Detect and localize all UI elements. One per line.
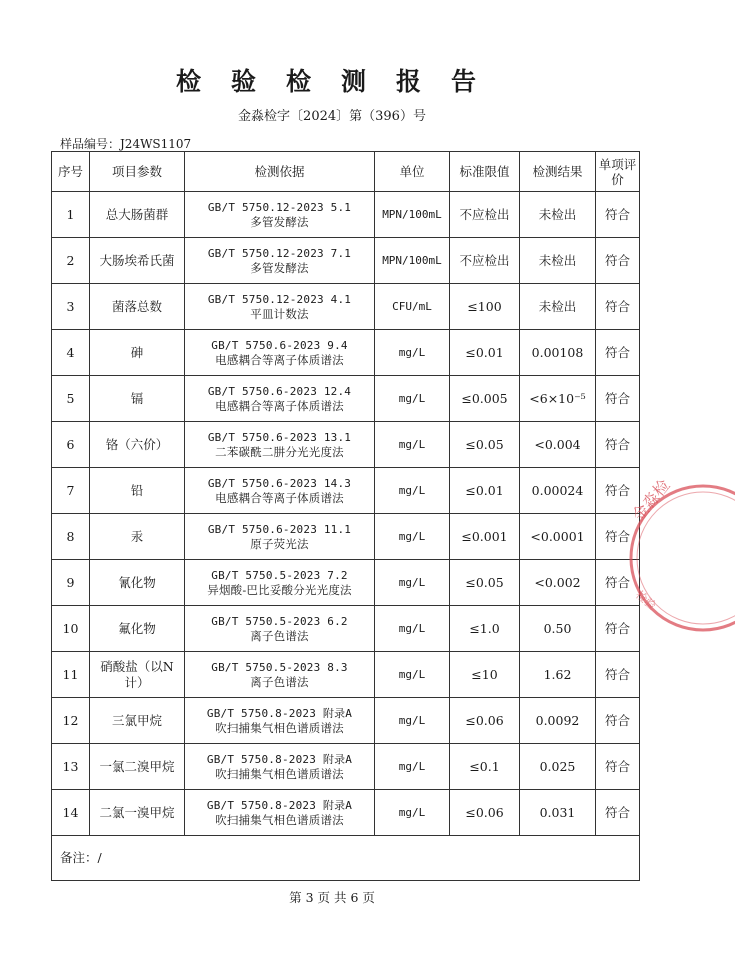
row-basis — [185, 560, 375, 606]
row-number: 11 — [52, 652, 90, 698]
row-limit: ≤0.06 — [450, 790, 520, 836]
header-item: 项目参数 — [90, 152, 185, 192]
table-row — [52, 698, 640, 744]
basis-standard: GB/T 5750.8-2023 附录A — [206, 798, 353, 812]
basis-standard: GB/T 5750.5-2023 7.2 — [211, 568, 348, 582]
table-row — [52, 468, 640, 514]
basis-method: 原子荧光法 — [250, 536, 309, 551]
row-item: 铅 — [90, 468, 185, 514]
row-result: 未检出 — [520, 284, 596, 330]
row-result: 0.031 — [520, 790, 596, 836]
row-unit: CFU/mL — [375, 284, 450, 330]
row-limit: ≤0.06 — [450, 698, 520, 744]
row-basis — [185, 376, 375, 422]
table-row — [52, 652, 640, 698]
row-number: 2 — [52, 238, 90, 284]
row-basis — [185, 468, 375, 514]
basis-method: 多管发酵法 — [250, 214, 309, 229]
row-number: 9 — [52, 560, 90, 606]
row-item: 镉 — [90, 376, 185, 422]
row-basis — [185, 238, 375, 284]
row-basis — [185, 330, 375, 376]
row-result: 0.025 — [520, 744, 596, 790]
report-title: 检验检测报告 — [175, 67, 506, 96]
row-evaluation: 符合 — [596, 376, 640, 422]
row-evaluation: 符合 — [596, 652, 640, 698]
basis-standard: GB/T 5750.5-2023 8.3 — [211, 660, 348, 674]
row-item: 砷 — [90, 330, 185, 376]
table-row — [52, 560, 640, 606]
table-row — [52, 238, 640, 284]
row-item: 总大肠菌群 — [90, 192, 185, 238]
row-unit: mg/L — [375, 606, 450, 652]
row-number: 7 — [52, 468, 90, 514]
row-basis — [185, 790, 375, 836]
header-eval: 单项评价 — [596, 152, 640, 192]
row-item: 一氯二溴甲烷 — [90, 744, 185, 790]
row-number: 8 — [52, 514, 90, 560]
row-basis — [185, 284, 375, 330]
table-row — [52, 422, 640, 468]
header-basis: 检测依据 — [185, 152, 375, 192]
row-item: 三氯甲烷 — [90, 698, 185, 744]
row-result: 未检出 — [520, 238, 596, 284]
row-basis — [185, 514, 375, 560]
row-limit: ≤10 — [450, 652, 520, 698]
row-unit: mg/L — [375, 560, 450, 606]
row-limit: ≤100 — [450, 284, 520, 330]
basis-method: 多管发酵法 — [250, 260, 309, 275]
basis-method: 二苯碳酰二肼分光光度法 — [215, 444, 344, 459]
basis-standard: GB/T 5750.6-2023 11.1 — [207, 522, 352, 536]
table-row — [52, 330, 640, 376]
basis-standard: GB/T 5750.8-2023 附录A — [206, 752, 353, 766]
row-result: 未检出 — [520, 192, 596, 238]
svg-text:金淼检: 金淼检 — [628, 475, 674, 525]
table-row — [52, 514, 640, 560]
table-row — [52, 744, 640, 790]
row-evaluation: 符合 — [596, 698, 640, 744]
row-item: 二氯一溴甲烷 — [90, 790, 185, 836]
row-unit: MPN/100mL — [375, 192, 450, 238]
row-evaluation: 符合 — [596, 560, 640, 606]
basis-standard: GB/T 5750.6-2023 12.4 — [207, 384, 352, 398]
row-number: 6 — [52, 422, 90, 468]
row-evaluation: 符合 — [596, 284, 640, 330]
header-result: 检测结果 — [520, 152, 596, 192]
svg-text:检验: 检验 — [633, 588, 659, 613]
row-number: 4 — [52, 330, 90, 376]
row-result: 0.00024 — [520, 468, 596, 514]
row-unit: mg/L — [375, 376, 450, 422]
row-limit: ≤0.005 — [450, 376, 520, 422]
row-result: <6×10⁻⁵ — [520, 376, 596, 422]
row-item: 氟化物 — [90, 606, 185, 652]
row-unit: mg/L — [375, 330, 450, 376]
test-results-table — [51, 151, 640, 881]
row-evaluation: 符合 — [596, 330, 640, 376]
row-number: 1 — [52, 192, 90, 238]
row-evaluation: 符合 — [596, 514, 640, 560]
basis-standard: GB/T 5750.12-2023 4.1 — [207, 292, 352, 306]
row-limit: 不应检出 — [450, 192, 520, 238]
row-unit: mg/L — [375, 514, 450, 560]
basis-method: 电感耦合等离子体质谱法 — [215, 398, 344, 413]
sample-number: 样品编号：J24WS1107 — [60, 137, 192, 151]
basis-standard: GB/T 5750.5-2023 6.2 — [211, 614, 348, 628]
header-limit: 标准限值 — [450, 152, 520, 192]
row-unit: mg/L — [375, 652, 450, 698]
basis-method: 异烟酸-巴比妥酸分光光度法 — [207, 582, 352, 597]
row-unit: mg/L — [375, 468, 450, 514]
row-limit: 不应检出 — [450, 238, 520, 284]
row-basis — [185, 192, 375, 238]
basis-method: 电感耦合等离子体质谱法 — [215, 490, 344, 505]
table-header-row — [52, 152, 640, 192]
table-row — [52, 376, 640, 422]
row-limit: ≤0.01 — [450, 330, 520, 376]
row-limit: ≤0.05 — [450, 422, 520, 468]
row-item: 汞 — [90, 514, 185, 560]
row-result: 0.0092 — [520, 698, 596, 744]
basis-method: 吹扫捕集气相色谱质谱法 — [215, 812, 344, 827]
basis-method: 平皿计数法 — [250, 306, 309, 321]
row-basis — [185, 744, 375, 790]
table-row — [52, 790, 640, 836]
row-basis — [185, 422, 375, 468]
row-result: 0.50 — [520, 606, 596, 652]
row-evaluation: 符合 — [596, 238, 640, 284]
row-limit: ≤0.01 — [450, 468, 520, 514]
row-unit: mg/L — [375, 790, 450, 836]
note-row — [52, 836, 640, 881]
row-evaluation: 符合 — [596, 790, 640, 836]
row-number: 14 — [52, 790, 90, 836]
row-limit: ≤1.0 — [450, 606, 520, 652]
header-unit: 单位 — [375, 152, 450, 192]
row-item: 菌落总数 — [90, 284, 185, 330]
row-limit: ≤0.1 — [450, 744, 520, 790]
note-cell: 备注：/ — [52, 836, 640, 881]
basis-method: 离子色谱法 — [250, 628, 309, 643]
table-row — [52, 192, 640, 238]
row-evaluation: 符合 — [596, 422, 640, 468]
page-footer: 第 3 页 共 6 页 — [289, 890, 375, 905]
basis-method: 电感耦合等离子体质谱法 — [215, 352, 344, 367]
row-result: <0.004 — [520, 422, 596, 468]
row-evaluation: 符合 — [596, 606, 640, 652]
basis-method: 离子色谱法 — [250, 674, 309, 689]
row-item: 氰化物 — [90, 560, 185, 606]
row-item: 大肠埃希氏菌 — [90, 238, 185, 284]
table-row — [52, 284, 640, 330]
basis-standard: GB/T 5750.6-2023 14.3 — [207, 476, 352, 490]
row-unit: mg/L — [375, 422, 450, 468]
row-number: 3 — [52, 284, 90, 330]
row-evaluation: 符合 — [596, 468, 640, 514]
row-basis — [185, 606, 375, 652]
row-evaluation: 符合 — [596, 192, 640, 238]
row-unit: mg/L — [375, 744, 450, 790]
basis-method: 吹扫捕集气相色谱质谱法 — [215, 720, 344, 735]
document-number: 金淼检字〔2024〕第（396）号 — [238, 109, 426, 124]
row-number: 12 — [52, 698, 90, 744]
row-number: 5 — [52, 376, 90, 422]
basis-method: 吹扫捕集气相色谱质谱法 — [215, 766, 344, 781]
row-limit: ≤0.05 — [450, 560, 520, 606]
row-limit: ≤0.001 — [450, 514, 520, 560]
row-result: 0.00108 — [520, 330, 596, 376]
row-item: 硝酸盐（以N计） — [90, 652, 185, 698]
basis-standard: GB/T 5750.6-2023 13.1 — [207, 430, 352, 444]
row-number: 10 — [52, 606, 90, 652]
row-result: <0.002 — [520, 560, 596, 606]
row-item: 铬（六价） — [90, 422, 185, 468]
basis-standard: GB/T 5750.6-2023 9.4 — [211, 338, 348, 352]
row-number: 13 — [52, 744, 90, 790]
basis-standard: GB/T 5750.12-2023 5.1 — [207, 200, 352, 214]
row-result: 1.62 — [520, 652, 596, 698]
basis-standard: GB/T 5750.8-2023 附录A — [206, 706, 353, 720]
table-row — [52, 606, 640, 652]
row-basis — [185, 698, 375, 744]
inspection-seal-stamp — [625, 475, 735, 638]
row-result: <0.0001 — [520, 514, 596, 560]
row-unit: mg/L — [375, 698, 450, 744]
row-unit: MPN/100mL — [375, 238, 450, 284]
row-evaluation: 符合 — [596, 744, 640, 790]
header-no: 序号 — [52, 152, 90, 192]
row-basis — [185, 652, 375, 698]
basis-standard: GB/T 5750.12-2023 7.1 — [207, 246, 352, 260]
